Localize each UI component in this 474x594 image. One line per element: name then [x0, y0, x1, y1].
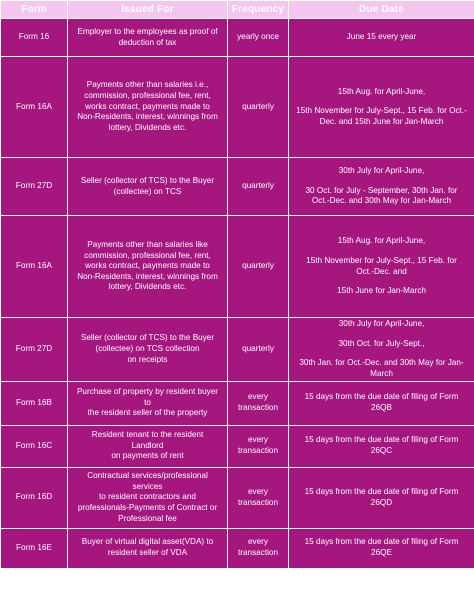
frequency-cell: [228, 528, 289, 568]
cell-line: services: [132, 481, 163, 491]
cell-line: 26QE: [371, 548, 392, 558]
cell-line: Professional fee: [118, 513, 177, 523]
cell-line: on payments of rent: [111, 451, 184, 461]
table-row: [1, 318, 474, 382]
form-cell: Form 16A: [1, 216, 68, 318]
cell-line: 15th Aug. for April-June,: [337, 86, 426, 96]
cell-line: (collectee) on TCS: [113, 186, 182, 196]
header-issued-for: Issued For: [68, 1, 228, 19]
cell-line: Non-Residents, interest, winnings from: [77, 271, 218, 281]
form-cell: Form 27D: [1, 318, 68, 382]
due-date-cell: [289, 318, 474, 382]
table-row: [1, 19, 474, 57]
form-cell: Form 16C: [1, 425, 68, 467]
table-row: [1, 467, 474, 528]
due-date-cell: [289, 381, 474, 425]
cell-line: 30th July for April-June,: [338, 166, 425, 176]
cell-line: transaction: [237, 446, 279, 456]
frequency-cell: [228, 381, 289, 425]
cell-line: every: [247, 435, 269, 445]
frequency-cell: [228, 467, 289, 528]
cell-line: Payments other than salaries like: [87, 239, 208, 249]
due-date-cell: [289, 216, 474, 318]
form-cell: Form 16E: [1, 528, 68, 568]
table-body: [1, 19, 474, 569]
cell-line: 26QD: [370, 497, 393, 507]
cell-line: commission, professional fee, rent,: [84, 250, 211, 260]
due-date-cell: [289, 158, 474, 216]
frequency-cell: [228, 425, 289, 467]
cell-line: yearly once: [237, 32, 279, 42]
cell-line: Contractual services/professional: [87, 470, 208, 480]
cell-line: every: [247, 537, 269, 547]
cell-line: Seller (collector of TCS) to the Buyer: [80, 333, 215, 343]
issued-for-cell: [68, 216, 228, 318]
cell-line: [292, 247, 471, 256]
cell-line: quarterly: [242, 343, 274, 353]
cell-line: professionals-Payments of Contract or: [77, 502, 218, 512]
cell-line: 15th Aug. for April-June,: [337, 236, 426, 246]
cell-line: the resident seller of the property: [87, 408, 208, 418]
cell-line: 15th November for July-Sept., 15 Feb. for Oct.-: [296, 106, 467, 116]
table-row: [1, 158, 474, 216]
cell-line: every: [247, 392, 269, 402]
form-cell: Form 16D: [1, 467, 68, 528]
form-cell: Form 16A: [1, 57, 68, 158]
cell-line: 15 days from the due date of filing of Form: [304, 486, 459, 496]
issued-for-cell: [68, 158, 228, 216]
cell-line: Oct.-Dec. and 30th May for Jan-March: [311, 196, 452, 206]
cell-line: resident seller of VDA: [107, 548, 188, 558]
table-row: [1, 216, 474, 318]
cell-line: 30 Oct. for July - September, 30th Jan. for: [305, 185, 458, 195]
header-form: Form: [1, 1, 68, 19]
cell-line: Purchase of property by resident buyer: [76, 387, 219, 397]
cell-line: [292, 349, 471, 358]
cell-line: 15th June for Jan-March: [337, 286, 426, 296]
issued-for-cell: [68, 19, 228, 57]
cell-line: transaction: [237, 403, 279, 413]
cell-line: 15 days from the due date of filing of Form: [304, 392, 459, 402]
frequency-cell: [228, 19, 289, 57]
issued-for-cell: [68, 57, 228, 158]
cell-line: every: [247, 486, 269, 496]
cell-line: [292, 330, 471, 339]
cell-line: commission, professional fee, rent,: [84, 91, 211, 101]
table-row: [1, 57, 474, 158]
frequency-cell: [228, 318, 289, 382]
cell-line: Landlord: [131, 440, 164, 450]
cell-line: Employer to the employees as proof of: [77, 26, 218, 36]
cell-line: Payments other than salaries i.e.,: [86, 80, 209, 90]
cell-line: 30th July for April-June,: [338, 319, 425, 328]
cell-line: 15 days from the due date of filing of Form: [304, 537, 459, 547]
cell-line: on receipts: [127, 354, 168, 364]
cell-line: 15th November for July-Sept., 15 Feb. for: [306, 255, 457, 265]
cell-line: (collectee) on TCS collection: [95, 343, 200, 353]
cell-line: 30th Jan. for Oct.-Dec. and 30th May for Jan-: [299, 358, 464, 368]
cell-line: Non-Residents, interest, winnings from: [77, 112, 218, 122]
frequency-cell: [228, 158, 289, 216]
cell-line: deduction of tax: [118, 37, 177, 47]
cell-line: lottery, Dividends etc.: [108, 122, 187, 132]
table-row: [1, 425, 474, 467]
cell-line: works contract, payments made to: [85, 101, 210, 111]
cell-line: Resident tenant to the resident: [91, 430, 204, 440]
cell-line: works contract, payments made to: [85, 261, 210, 271]
cell-line: 26QB: [371, 403, 392, 413]
cell-line: March: [370, 368, 393, 378]
issued-for-cell: [68, 381, 228, 425]
due-date-cell: [289, 425, 474, 467]
issued-for-cell: [68, 425, 228, 467]
cell-line: quarterly: [242, 261, 274, 271]
form-cell: Form 16: [1, 19, 68, 57]
cell-line: transaction: [237, 497, 279, 507]
due-date-cell: [289, 19, 474, 57]
cell-line: quarterly: [242, 181, 274, 191]
cell-line: Seller (collector of TCS) to the Buyer: [80, 175, 215, 185]
form-cell: Form 16B: [1, 381, 68, 425]
cell-line: [292, 177, 471, 186]
frequency-cell: [228, 57, 289, 158]
cell-line: to resident contractors and: [99, 492, 196, 502]
cell-line: to: [144, 397, 151, 407]
cell-line: [292, 97, 471, 106]
cell-line: transaction: [237, 548, 279, 558]
issued-for-cell: [68, 467, 228, 528]
cell-line: Dec. and 15th June for Jan-March: [319, 116, 444, 126]
cell-line: quarterly: [242, 101, 274, 111]
cell-line: June 15 every year: [346, 32, 417, 42]
header-frequency: Frequency: [228, 1, 289, 19]
table-row: [1, 381, 474, 425]
due-date-cell: [289, 467, 474, 528]
table-header-row: [1, 1, 474, 19]
cell-line: 30th Oct. for July-Sept.,: [338, 338, 425, 348]
table-row: [1, 528, 474, 568]
form-cell: Form 27D: [1, 158, 68, 216]
issued-for-cell: [68, 318, 228, 382]
cell-line: 15 days from the due date of filing of Form: [304, 435, 459, 445]
cell-line: Buyer of virtual digital asset(VDA) to: [81, 537, 214, 547]
frequency-cell: [228, 216, 289, 318]
cell-line: Oct.-Dec. and: [356, 266, 407, 276]
header-due-date: Due Date: [289, 1, 474, 19]
cell-line: [292, 277, 471, 286]
due-date-cell: [289, 528, 474, 568]
due-date-cell: [289, 57, 474, 158]
issued-for-cell: [68, 528, 228, 568]
cell-line: lottery, Dividends etc.: [108, 282, 187, 292]
cell-line: 26QC: [370, 446, 393, 456]
